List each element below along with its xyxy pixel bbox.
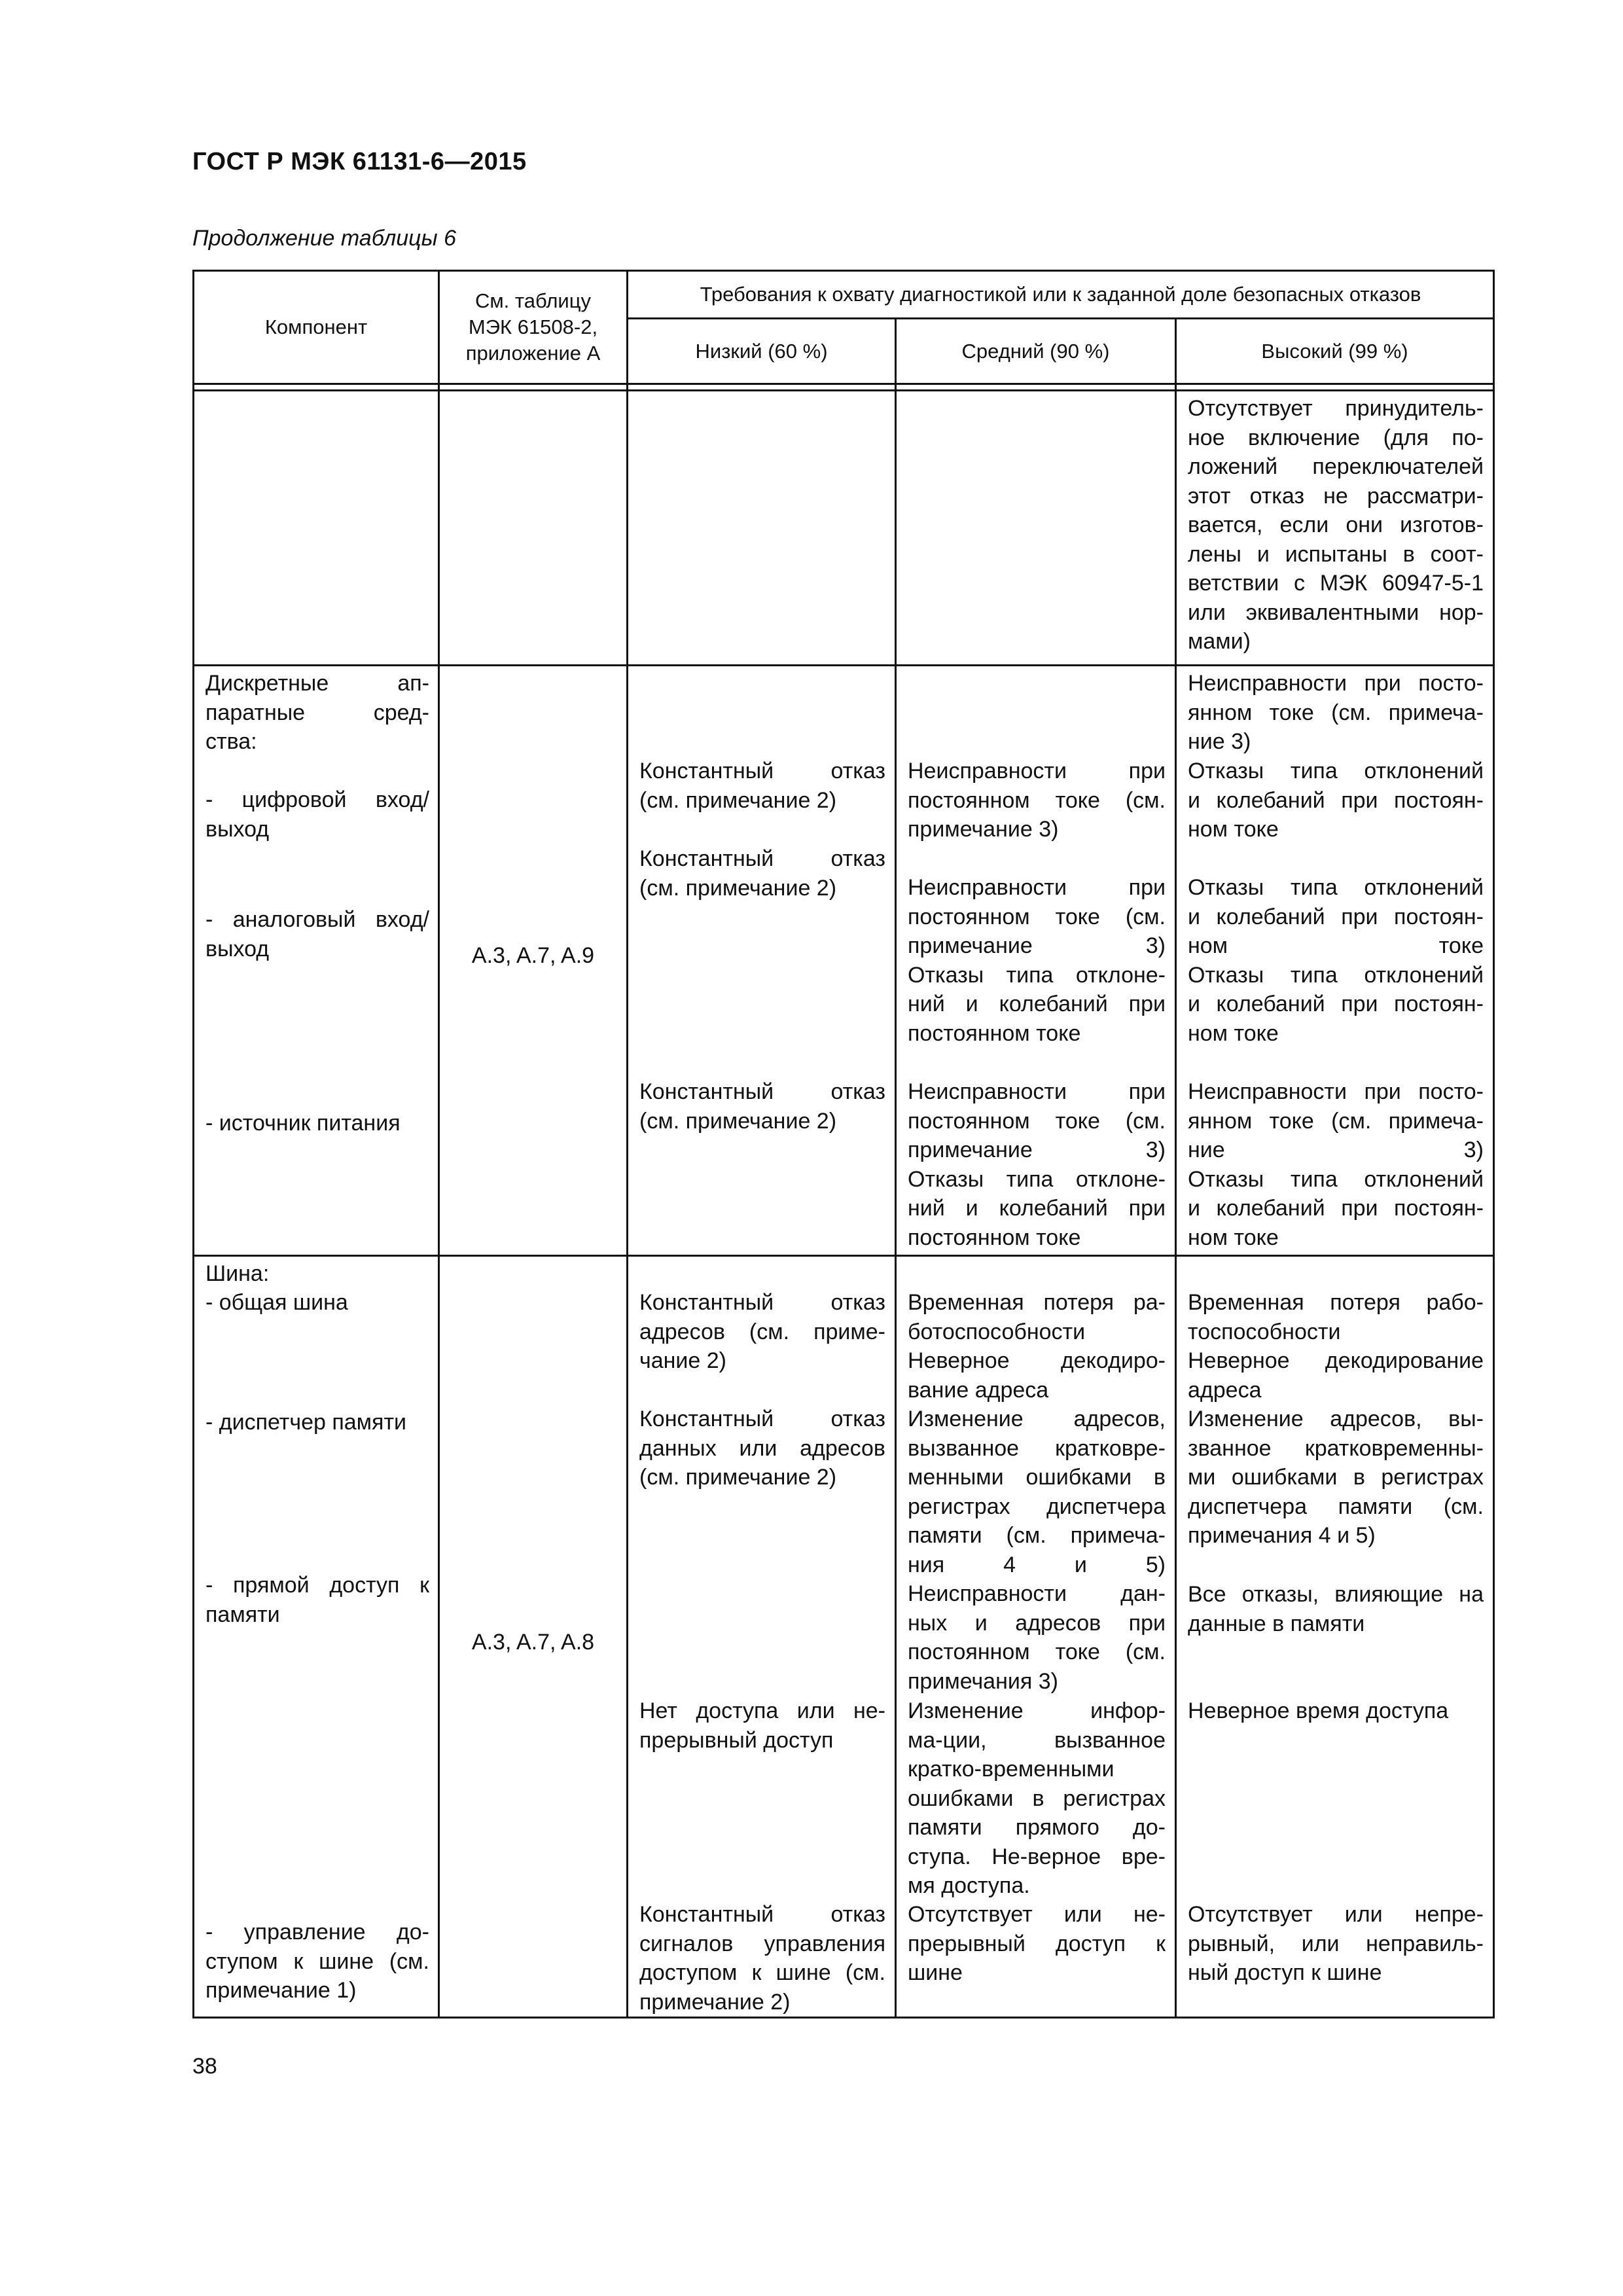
requirements-table bbox=[192, 270, 1495, 2018]
text-line: Отсутствует или не- bbox=[908, 1902, 1166, 1927]
row3-low-mem bbox=[639, 1405, 885, 1492]
text-line: ный доступ к шине bbox=[1188, 1960, 1382, 1985]
table-row bbox=[194, 391, 1494, 666]
text-line: диспетчера памяти (см. bbox=[1188, 1494, 1484, 1519]
text-line: - общая шина bbox=[205, 1290, 348, 1315]
text-line: ний и колебаний при bbox=[908, 1196, 1166, 1221]
text-line: (см. примечание 2) bbox=[639, 875, 837, 901]
text-line: прерывный доступ к bbox=[908, 1931, 1166, 1956]
text-line: Изменение инфор- bbox=[908, 1698, 1166, 1723]
row3-low-busctl bbox=[639, 1900, 885, 2017]
text-line: мя доступа. bbox=[908, 1873, 1030, 1898]
text-line: примечание 3) bbox=[908, 1138, 1166, 1162]
text-line: постоянном токе (см. bbox=[908, 1640, 1166, 1664]
text-line: ном токе bbox=[1188, 817, 1279, 842]
header-see-table-line: приложение А bbox=[465, 342, 601, 365]
text-line: Изменение адресов, bbox=[908, 1407, 1166, 1431]
text-line: примечания 4 и 5) bbox=[1188, 1523, 1376, 1548]
text-line: Константный отказ bbox=[639, 846, 885, 871]
text-line: выход bbox=[205, 816, 270, 842]
text-line: Отказы типа отклоне- bbox=[908, 962, 1166, 988]
text-line: вызванное кратковре- bbox=[908, 1435, 1166, 1461]
text-line: доступом к шине (см. bbox=[639, 1960, 885, 1985]
row2-ref: A.3, A.7, A.9 bbox=[471, 943, 595, 968]
text-line: сигналов управления bbox=[639, 1931, 885, 1956]
row3-high-general bbox=[1188, 1288, 1484, 1405]
row2-med-power bbox=[908, 1077, 1166, 1252]
header-see-table-line: См. таблицу bbox=[474, 289, 592, 312]
text-line: Неверное время доступа bbox=[1188, 1698, 1449, 1723]
text-line: ное включение (для по- bbox=[1188, 425, 1484, 450]
row2-high-title bbox=[1188, 669, 1484, 757]
row3-component-general bbox=[205, 1288, 429, 1318]
text-line: постоянном токе (см. bbox=[908, 787, 1166, 813]
row2-low-digital bbox=[639, 757, 885, 815]
text-line: званное кратковременны- bbox=[1188, 1435, 1484, 1461]
row1-high bbox=[1188, 394, 1484, 656]
text-line: ние 3) bbox=[1188, 729, 1251, 754]
row3-high-dma bbox=[1188, 1696, 1484, 1726]
header-low: Низкий (60 %) bbox=[628, 319, 896, 384]
text-line: тоспособности bbox=[1188, 1319, 1341, 1344]
text-line: (см. примечание 2) bbox=[639, 1465, 837, 1490]
text-line: Неисправности при bbox=[908, 875, 1166, 900]
text-line: Отсутствует или непре- bbox=[1188, 1902, 1484, 1927]
text-line: Константный отказ bbox=[639, 1079, 885, 1104]
text-line: данных или адресов bbox=[639, 1435, 885, 1461]
text-line: ном токе bbox=[1188, 1020, 1279, 1046]
text-line: Нет доступа или не- bbox=[639, 1698, 885, 1723]
text-line: и колебаний при постоян- bbox=[1188, 787, 1484, 813]
text-line: ний и колебаний при bbox=[908, 992, 1166, 1016]
text-line: - прямой доступ к bbox=[205, 1573, 429, 1598]
row2-component-title bbox=[205, 669, 429, 757]
row3-med-general bbox=[908, 1288, 1166, 1405]
row3-med-mem bbox=[908, 1405, 1166, 1696]
text-line: (см. примечание 2) bbox=[639, 1108, 837, 1134]
text-line: примечание 3) bbox=[908, 817, 1059, 842]
text-line: янном токе (см. примеча- bbox=[1188, 1108, 1484, 1134]
text-line: Неверное декодирование bbox=[1188, 1348, 1484, 1373]
row2-med-analog bbox=[908, 873, 1166, 1048]
text-line: Неисправности дан- bbox=[908, 1581, 1166, 1606]
table-row bbox=[194, 666, 1494, 1256]
row3-high-mem2 bbox=[1188, 1580, 1484, 1638]
text-line: памяти bbox=[205, 1602, 280, 1627]
row3-med-dma bbox=[908, 1696, 1166, 1901]
text-line: постоянном токе bbox=[908, 1225, 1081, 1250]
text-line: адресов (см. приме- bbox=[639, 1319, 885, 1344]
text-line: ние 3) bbox=[1188, 1138, 1484, 1162]
text-line: Временная потеря ра- bbox=[908, 1290, 1166, 1315]
text-line: ных и адресов при bbox=[908, 1610, 1166, 1636]
text-line: ложений переключателей bbox=[1188, 454, 1484, 479]
text-line: янном токе (см. примеча- bbox=[1188, 700, 1484, 725]
row3-component-busctl bbox=[205, 1918, 429, 2005]
row3-low-dma bbox=[639, 1696, 885, 1755]
header-requirements: Требования к охвату диагностикой или к заданной доле безопасных отказов bbox=[628, 271, 1494, 319]
text-line: прерывный доступ bbox=[639, 1727, 834, 1753]
row3-high-mem bbox=[1188, 1405, 1484, 1551]
row3-med-busctl bbox=[908, 1900, 1166, 1988]
text-line: (см. примечание 2) bbox=[639, 787, 837, 813]
header-component: Компонент bbox=[194, 271, 439, 384]
text-line: и колебаний при постоян- bbox=[1188, 1196, 1484, 1221]
row2-low-power bbox=[639, 1077, 885, 1136]
text-line: данные в памяти bbox=[1188, 1611, 1365, 1636]
table-caption: Продолжение таблицы 6 bbox=[192, 226, 456, 251]
row3-high-busctl bbox=[1188, 1900, 1484, 1988]
page-number: 38 bbox=[192, 2054, 217, 2079]
text-line: Константный отказ bbox=[639, 1902, 885, 1927]
text-line: Отказы типа отклоне- bbox=[908, 1166, 1166, 1192]
text-line: Неисправности при посто- bbox=[1188, 1079, 1484, 1104]
row3-component-dma bbox=[205, 1571, 429, 1629]
text-line: Отказы типа отклонений bbox=[1188, 962, 1484, 988]
text-line: ступом к шине (см. bbox=[205, 1948, 429, 1974]
row2-high-analog bbox=[1188, 873, 1484, 1048]
text-line: или эквивалентными нор- bbox=[1188, 600, 1484, 625]
text-line: памяти (см. примеча- bbox=[908, 1523, 1166, 1548]
text-line: Отказы типа отклонений bbox=[1188, 1166, 1484, 1192]
text-line: менными ошибками в bbox=[908, 1465, 1166, 1490]
text-line: - источник питания bbox=[205, 1111, 401, 1136]
text-line: примечание 3) bbox=[908, 933, 1166, 958]
row2-med-digital bbox=[908, 757, 1166, 844]
text-line: Неисправности при bbox=[908, 1079, 1166, 1104]
text-line: Отказы типа отклонений bbox=[1188, 759, 1484, 783]
text-line: ма-ции, вызванное bbox=[908, 1727, 1166, 1753]
header-see-table bbox=[439, 271, 628, 384]
text-line: Неисправности при bbox=[908, 759, 1166, 783]
row3-ref: A.3, A.7, A.8 bbox=[471, 1630, 595, 1655]
text-line: - цифровой вход/ bbox=[205, 787, 429, 812]
text-line: Константный отказ bbox=[639, 1407, 885, 1431]
text-line: ния 4 и 5) bbox=[908, 1552, 1166, 1577]
text-line: - аналоговый вход/ bbox=[205, 907, 429, 932]
text-line: - управление до- bbox=[205, 1920, 429, 1945]
text-line: ботоспособности bbox=[908, 1319, 1086, 1344]
text-line: чание 2) bbox=[639, 1348, 726, 1373]
text-line: адреса bbox=[1188, 1377, 1262, 1403]
text-line: Неисправности при посто- bbox=[1188, 671, 1484, 696]
text-line: Константный отказ bbox=[639, 1290, 885, 1315]
text-line: и колебаний при постоян- bbox=[1188, 904, 1484, 929]
text-line: Временная потеря рабо- bbox=[1188, 1290, 1484, 1315]
text-line: примечания 3) bbox=[908, 1668, 1058, 1694]
text-line: Отказы типа отклонений bbox=[1188, 875, 1484, 900]
text-line: примечание 1) bbox=[205, 1978, 357, 2003]
row2-low-analog bbox=[639, 844, 885, 903]
text-line: рывный, или неправиль- bbox=[1188, 1931, 1484, 1956]
row2-component-analog bbox=[205, 905, 429, 963]
text-line: Шина: bbox=[205, 1261, 270, 1286]
row3-component-title bbox=[205, 1259, 429, 1289]
text-line: регистрах диспетчера bbox=[908, 1494, 1166, 1519]
text-line: мами) bbox=[1188, 629, 1251, 654]
header-high: Высокий (99 %) bbox=[1176, 319, 1494, 384]
row3-low-general bbox=[639, 1288, 885, 1376]
text-line: лены и испытаны в соот- bbox=[1188, 541, 1484, 567]
text-line: примечание 2) bbox=[639, 1989, 791, 2015]
text-line: паратные сред- bbox=[205, 700, 429, 725]
text-line: постоянном токе (см. bbox=[908, 904, 1166, 929]
text-line: Все отказы, влияющие на bbox=[1188, 1582, 1484, 1607]
text-line: вание адреса bbox=[908, 1377, 1049, 1403]
header-separator bbox=[194, 384, 1494, 391]
row2-high-power bbox=[1188, 1077, 1484, 1252]
text-line: шине bbox=[908, 1960, 963, 1985]
text-line: постоянном токе bbox=[908, 1020, 1081, 1046]
table-row bbox=[194, 1256, 1494, 2018]
header-medium: Средний (90 %) bbox=[896, 319, 1176, 384]
text-line: этот отказ не рассматри- bbox=[1188, 483, 1484, 509]
text-line: ном токе bbox=[1188, 1225, 1279, 1250]
text-line: Дискретные ап- bbox=[205, 671, 429, 696]
text-line: - диспетчер памяти bbox=[205, 1410, 407, 1435]
header-see-table-line: МЭК 61508-2, bbox=[468, 315, 598, 338]
row3-component-mem bbox=[205, 1408, 429, 1437]
text-line: Константный отказ bbox=[639, 759, 885, 783]
text-line: Изменение адресов, вы- bbox=[1188, 1407, 1484, 1431]
text-line: кратко-временными bbox=[908, 1757, 1115, 1782]
row2-component-power bbox=[205, 1109, 429, 1138]
text-line: вается, если они изготов- bbox=[1188, 512, 1484, 537]
text-line: Неверное декодиро- bbox=[908, 1348, 1166, 1373]
row2-component-digital bbox=[205, 785, 429, 844]
text-line: ства: bbox=[205, 729, 257, 754]
text-line: ном токе bbox=[1188, 933, 1484, 958]
row2-high-digital bbox=[1188, 757, 1484, 844]
text-line: ступа. Не-верное вре- bbox=[908, 1844, 1166, 1869]
text-line: Отсутствует принудитель- bbox=[1188, 396, 1484, 421]
text-line: и колебаний при постоян- bbox=[1188, 992, 1484, 1016]
text-line: ветствии с МЭК 60947-5-1 bbox=[1188, 571, 1484, 596]
text-line: постоянном токе (см. bbox=[908, 1108, 1166, 1134]
text-line: ошибками в регистрах bbox=[908, 1785, 1166, 1811]
text-line: памяти прямого до- bbox=[908, 1815, 1166, 1840]
text-line: ми ошибками в регистрах bbox=[1188, 1465, 1484, 1490]
document-header: ГОСТ Р МЭК 61131-6—2015 bbox=[192, 148, 527, 175]
text-line: выход bbox=[205, 936, 270, 961]
